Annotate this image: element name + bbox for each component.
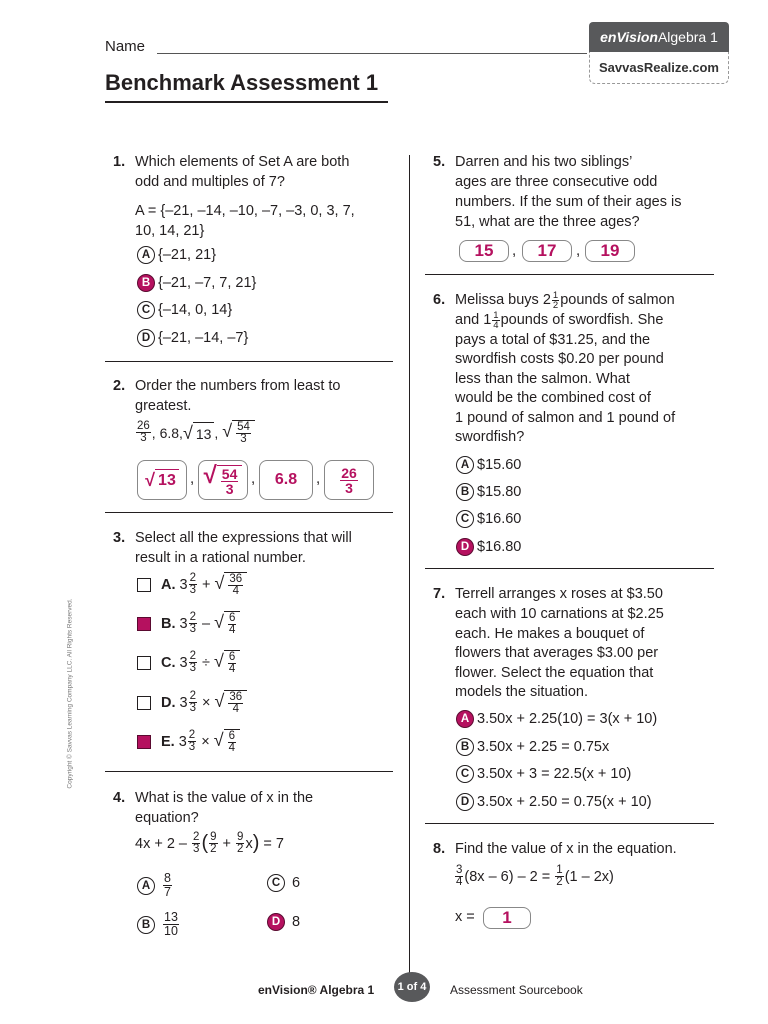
question-text: greatest.	[135, 398, 192, 414]
choice-a[interactable]	[137, 246, 216, 264]
question-number: 5.	[433, 154, 446, 170]
choice-bubble[interactable]: B	[456, 483, 474, 501]
choice-text: 3.50x + 2.25(10) = 3(x + 10)	[477, 711, 658, 727]
choice-a[interactable]	[456, 710, 657, 728]
set-definition: A = {–21, –14, –10, –7, –3, 0, 3, 7,	[135, 203, 355, 219]
question-text: numbers. If the sum of their ages is	[455, 194, 682, 210]
radical: √ 13	[183, 422, 214, 444]
choice-bubble[interactable]: D	[456, 793, 474, 811]
radicand-den: 4	[228, 663, 236, 675]
choice-d[interactable]	[137, 329, 248, 347]
choice-bubble[interactable]: A	[456, 456, 474, 474]
radicand-num: 36	[229, 573, 243, 585]
checkbox[interactable]	[137, 578, 151, 592]
option-letter: A.	[161, 576, 176, 593]
choice-b[interactable]	[456, 483, 521, 501]
page-number: 1 of 4	[394, 972, 430, 1002]
operator: ×	[201, 733, 210, 750]
footer-source: Assessment Sourcebook	[450, 983, 583, 997]
choice-bubble[interactable]: D	[267, 913, 285, 931]
radicand-den: 4	[229, 624, 236, 636]
operator: +	[202, 576, 211, 593]
choice-a[interactable]: A $\frac{8}{7}$	[137, 872, 173, 899]
divider	[105, 361, 393, 362]
checkbox[interactable]	[137, 617, 151, 631]
choice-d[interactable]	[456, 793, 652, 811]
option-e[interactable]: E. 3 $\frac{2}{3}$ × √ $\frac{6}{4}$	[137, 729, 240, 754]
brand-suffix: Algebra 1	[657, 29, 718, 45]
choice-c[interactable]	[137, 301, 232, 319]
choice-bubble[interactable]: A	[137, 246, 155, 264]
choice-bubble[interactable]: B	[137, 916, 155, 934]
choice-bubble[interactable]: A	[137, 877, 155, 895]
question-number: 1.	[113, 154, 126, 170]
choice-c[interactable]	[267, 874, 300, 892]
choice-text: $16.60	[477, 511, 522, 527]
choice-bubble[interactable]: A	[456, 710, 474, 728]
question-number: 8.	[433, 841, 446, 857]
checkbox[interactable]	[137, 735, 151, 749]
option-b[interactable]: B. 3 $\frac{2}{3}$ – √ $\frac{6}{4}$	[137, 611, 240, 636]
choice-text: 3.50x + 2.25 = 0.75x	[477, 739, 610, 755]
radicand-num: 6	[228, 651, 236, 663]
question-number: 4.	[113, 790, 126, 806]
question-text: each. He makes a bouquet of	[455, 626, 645, 642]
given-numbers: $\frac{26}{3}$ , 6.8, √ 13 , √ $\frac{54}{3}$	[135, 420, 255, 445]
question-text: swordfish costs $0.20 per pound	[455, 351, 664, 367]
answer-box[interactable]: 19	[585, 240, 635, 262]
radicand-den: 4	[232, 585, 239, 597]
question-text: Select all the expressions that will	[135, 530, 352, 546]
answer-box[interactable]: $\frac{26}{3}$	[324, 460, 374, 500]
set-definition: 10, 14, 21}	[135, 223, 205, 239]
site-link[interactable]: SavvasRealize.com	[589, 52, 729, 84]
choice-text: $15.60	[477, 457, 522, 473]
choice-bubble[interactable]: B	[137, 274, 155, 292]
answer-box[interactable]: 17	[522, 240, 572, 262]
choice-text: $15.80	[477, 484, 522, 500]
checkbox[interactable]	[137, 656, 151, 670]
choice-text: {–21, 21}	[158, 247, 217, 263]
choice-text: 3.50x + 2.50 = 0.75(x + 10)	[477, 794, 652, 810]
option-letter: B.	[161, 615, 176, 632]
radicand-num: 6	[229, 612, 236, 624]
choice-d[interactable]	[267, 913, 300, 931]
question-text: 1 pound of salmon and 1 pound of	[455, 410, 676, 426]
question-number: 6.	[433, 292, 446, 308]
question-text: less than the salmon. What	[455, 371, 630, 387]
choice-text: {–14, 0, 14}	[158, 302, 233, 318]
option-letter: C.	[161, 654, 176, 671]
page-title: Benchmark Assessment 1	[105, 70, 379, 95]
question-text: Darren and his two siblings’	[455, 154, 633, 170]
choice-bubble[interactable]: C	[267, 874, 285, 892]
question-number: 7.	[433, 586, 446, 602]
choice-text: {–21, –7, 7, 21}	[158, 275, 257, 291]
divider	[425, 568, 714, 569]
question-text: equation?	[135, 810, 199, 826]
question-text: flower. Select the equation that	[455, 665, 654, 681]
radicand-num: 36	[229, 691, 243, 703]
text-part: pounds of salmon	[560, 292, 675, 308]
brand-name: enVision	[600, 29, 658, 45]
choice-bubble[interactable]: D	[137, 329, 155, 347]
question-text: Terrell arranges x roses at $3.50	[455, 586, 663, 602]
question-text: and 1 $\frac{1}{4}$ pounds of swordfish. She	[455, 310, 664, 332]
text-part: Melissa buys 2	[455, 292, 551, 308]
choice-b[interactable]	[456, 738, 609, 756]
name-field[interactable]	[157, 53, 587, 54]
choice-c[interactable]	[456, 765, 631, 783]
answer-box[interactable]: √ $\frac{54}{3}$	[198, 460, 248, 500]
question-text: result in a rational number.	[135, 550, 306, 566]
choice-bubble[interactable]: C	[137, 301, 155, 319]
question-text: models the situation.	[455, 684, 588, 700]
text-part: and 1	[455, 312, 492, 328]
radicand-den: 4	[232, 703, 239, 715]
copyright-text: Copyright © Savvas Learning Company LLC. All Rights Reserved.	[66, 598, 74, 789]
x-label: x =	[455, 909, 475, 925]
option-d[interactable]: D. 3 $\frac{2}{3}$ × √ $\frac{36}{4}$	[137, 690, 247, 715]
divider	[105, 512, 393, 513]
equation: $\frac{3}{4}$ (8x – 6) – 2 = $\frac{1}{2}$ (1 – 2x)	[456, 864, 614, 888]
question-text: Find the value of x in the equation.	[455, 841, 677, 857]
divider	[425, 274, 714, 275]
name-label: Name	[105, 38, 146, 55]
question-text: odd and multiples of 7?	[135, 174, 285, 190]
checkbox[interactable]	[137, 696, 151, 710]
equation: 4x + 2 – $\frac{2}{3}$ ( $\frac{9}{2}$ + $\frac{9}{2}$ x ) = 7	[135, 831, 284, 855]
answer-box[interactable]: 15	[459, 240, 509, 262]
question-text: ages are three consecutive odd	[455, 174, 658, 190]
question-number: 2.	[113, 378, 126, 394]
question-number: 3.	[113, 530, 126, 546]
option-a[interactable]: A. 3 $\frac{2}{3}$ + √ $\frac{36}{4}$	[137, 572, 247, 597]
option-c[interactable]: C. 3 $\frac{2}{3}$ ÷ √ $\frac{6}{4}$	[137, 650, 240, 675]
choice-text: 3.50x + 3 = 22.5(x + 10)	[477, 766, 632, 782]
question-text: pays a total of $31.25, and the	[455, 332, 651, 348]
option-letter: D.	[161, 694, 176, 711]
question-text: each with 10 carnations at $2.25	[455, 606, 664, 622]
question-text: swordfish?	[455, 429, 525, 445]
radicand-den: 4	[228, 742, 236, 754]
choice-a[interactable]	[456, 456, 521, 474]
brand-badge	[589, 22, 729, 52]
choice-text: 6	[292, 875, 301, 891]
radicand-num: 6	[228, 730, 236, 742]
text-part: pounds of swordfish. She	[500, 312, 664, 328]
operator: –	[202, 615, 211, 632]
footer-brand: enVision® Algebra 1	[258, 983, 375, 997]
question-text: What is the value of x in the	[135, 790, 314, 806]
fraction: $\frac{26}{3}$	[137, 420, 150, 444]
choice-text: {–21, –14, –7}	[158, 330, 249, 346]
title-underline	[105, 101, 388, 103]
choice-c[interactable]	[456, 510, 521, 528]
option-letter: E.	[161, 733, 175, 750]
question-text: flowers that averages $3.00 per	[455, 645, 659, 661]
given-separator: , 6.8,	[151, 424, 183, 441]
question-text: Order the numbers from least to	[135, 378, 341, 394]
question-text: would be the combined cost of	[455, 390, 651, 406]
choice-b[interactable]: B $\frac{13}{10}$	[137, 911, 180, 938]
choice-text: 8	[292, 914, 301, 930]
answer-box[interactable]: 6.8	[259, 460, 313, 500]
answer-box[interactable]: 1	[483, 907, 531, 929]
divider	[105, 771, 393, 772]
choice-b[interactable]	[137, 274, 256, 292]
choice-bubble[interactable]: B	[456, 738, 474, 756]
choice-text: $16.80	[477, 539, 522, 555]
answer-box[interactable]: √ 13	[137, 460, 187, 500]
question-text: 51, what are the three ages?	[455, 214, 640, 230]
question-text: Which elements of Set A are both	[135, 154, 350, 170]
choice-bubble[interactable]: C	[456, 765, 474, 783]
choice-d[interactable]	[456, 538, 521, 556]
operator: ÷	[202, 654, 210, 671]
question-text: Melissa buys 2 $\frac{1}{2}$ pounds of salmon	[455, 290, 675, 312]
operator: ×	[202, 694, 211, 711]
radical: √ $\frac{54}{3}$	[222, 420, 255, 445]
divider	[425, 823, 714, 824]
choice-bubble[interactable]: C	[456, 510, 474, 528]
column-divider	[409, 155, 410, 975]
choice-bubble[interactable]: D	[456, 538, 474, 556]
